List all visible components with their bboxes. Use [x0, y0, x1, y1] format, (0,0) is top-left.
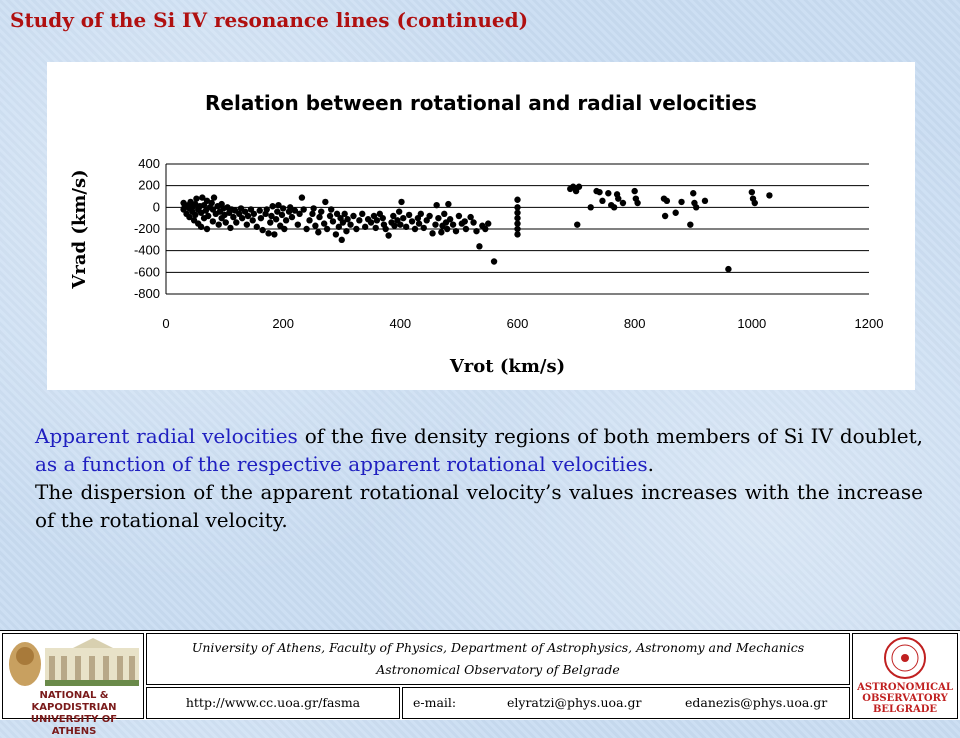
data-point — [356, 217, 362, 223]
data-point — [605, 190, 611, 196]
x-tick-label: 0 — [162, 316, 170, 331]
data-point — [250, 217, 256, 223]
university-logo — [2, 633, 144, 737]
data-point — [353, 226, 359, 232]
data-point — [227, 225, 233, 231]
y-tick-label: 400 — [138, 156, 160, 171]
data-point — [312, 223, 318, 229]
description-paragraph-2: The dispersion of the apparent rotational velocity’s values increases with the increase of the rotational velocity. — [35, 480, 923, 532]
data-point — [299, 194, 305, 200]
data-point — [259, 227, 265, 233]
data-point — [514, 197, 520, 203]
footer-affiliation — [146, 633, 850, 685]
data-point — [244, 221, 250, 227]
data-points — [180, 184, 772, 273]
data-point — [264, 206, 270, 212]
data-point — [620, 200, 626, 206]
data-point — [210, 218, 216, 224]
data-point — [344, 216, 350, 222]
data-point — [258, 215, 264, 221]
data-point — [409, 218, 415, 224]
data-point — [412, 226, 418, 232]
data-point — [322, 199, 328, 205]
data-point — [343, 228, 349, 234]
data-point — [426, 213, 432, 219]
data-point — [327, 213, 333, 219]
data-point — [310, 205, 316, 211]
data-point — [257, 207, 263, 213]
data-point — [406, 212, 412, 218]
scatter-chart — [47, 62, 915, 390]
x-tick-label: 400 — [389, 316, 412, 331]
data-point — [350, 213, 356, 219]
chart-svg — [47, 62, 915, 390]
description-plain-a: of the five density regions of both members of Si IV doublet, — [297, 424, 923, 448]
data-point — [441, 211, 447, 217]
data-point — [749, 189, 755, 195]
data-point — [315, 229, 321, 235]
data-point — [391, 223, 397, 229]
data-point — [445, 201, 451, 207]
y-tick-label: -600 — [133, 264, 160, 280]
data-point — [233, 219, 239, 225]
data-point — [382, 226, 388, 232]
data-point — [634, 200, 640, 206]
data-point — [476, 243, 482, 249]
data-point — [300, 206, 306, 212]
footer-affiliation-line2: Astronomical Observatory of Belgrade — [376, 662, 620, 677]
data-point — [295, 221, 301, 227]
data-point — [482, 226, 488, 232]
data-point — [485, 220, 491, 226]
data-point — [438, 229, 444, 235]
data-point — [672, 210, 678, 216]
y-tick-label: -400 — [133, 242, 160, 258]
observatory-seal-icon — [853, 634, 957, 680]
data-point — [462, 218, 468, 224]
data-point — [752, 200, 758, 206]
data-point — [418, 211, 424, 217]
footer-email-box — [402, 687, 850, 719]
data-point — [588, 204, 594, 210]
x-tick-label: 200 — [272, 316, 295, 331]
data-point — [333, 231, 339, 237]
data-point — [289, 214, 295, 220]
data-point — [690, 190, 696, 196]
data-point — [596, 189, 602, 195]
data-point — [397, 221, 403, 227]
data-point — [279, 212, 285, 218]
data-point — [193, 195, 199, 201]
data-point — [421, 225, 427, 231]
data-point — [328, 206, 334, 212]
slide-title: Study of the Si IV resonance lines (continued) — [10, 8, 529, 32]
x-tick-label: 600 — [506, 316, 529, 331]
footer-email-label: e-mail: — [413, 695, 457, 710]
data-point — [204, 226, 210, 232]
data-point — [429, 230, 435, 236]
data-point — [267, 219, 273, 225]
data-point — [347, 221, 353, 227]
y-tick-label: -200 — [133, 221, 160, 236]
data-point — [324, 226, 330, 232]
data-point — [230, 214, 236, 220]
data-point — [432, 221, 438, 227]
data-point — [216, 221, 222, 227]
data-point — [321, 220, 327, 226]
data-point — [205, 213, 211, 219]
data-point — [435, 215, 441, 221]
data-point — [362, 224, 368, 230]
data-point — [447, 216, 453, 222]
data-point — [687, 221, 693, 227]
data-point — [574, 221, 580, 227]
data-point — [416, 220, 422, 226]
footer-affiliation-line1: University of Athens, Faculty of Physics, Department of Astrophysics, Astronomy and Mechanics — [191, 640, 805, 655]
chart-title: Relation between rotational and radial velocities — [205, 91, 757, 115]
data-point — [254, 224, 260, 230]
data-point — [280, 205, 286, 211]
data-point — [514, 204, 520, 210]
data-point — [359, 211, 365, 217]
data-point — [631, 188, 637, 194]
footer-email-link-2[interactable]: edanezis@phys.uoa.gr — [685, 695, 828, 710]
observatory-logo — [852, 633, 958, 719]
x-tick-labels — [162, 316, 883, 331]
y-axis-label: Vrad (km/s) — [69, 169, 90, 289]
data-point — [309, 211, 315, 217]
data-point — [725, 266, 731, 272]
description-highlight-a: Apparent radial velocities — [35, 424, 298, 448]
data-point — [398, 199, 404, 205]
data-point — [306, 217, 312, 223]
footer — [0, 630, 960, 737]
data-point — [330, 218, 336, 224]
data-point — [380, 215, 386, 221]
footer-website-link[interactable]: http://www.cc.uoa.gr/fasma — [146, 687, 400, 719]
x-axis-label: Vrot (km/s) — [449, 356, 566, 377]
data-point — [467, 214, 473, 220]
data-point — [385, 232, 391, 238]
data-point — [403, 224, 409, 230]
y-tick-labels — [134, 156, 160, 301]
data-point — [400, 215, 406, 221]
data-point — [341, 211, 347, 217]
data-point — [662, 213, 668, 219]
data-point — [599, 198, 605, 204]
data-point — [576, 184, 582, 190]
data-point — [456, 213, 462, 219]
data-point — [269, 203, 275, 209]
description-plain-b: . — [647, 452, 655, 476]
footer-email-link-1[interactable]: elyratzi@phys.uoa.gr — [507, 695, 642, 710]
data-point — [702, 198, 708, 204]
y-tick-label: -800 — [133, 286, 160, 301]
y-tick-label: 200 — [138, 177, 160, 193]
university-building-icon — [3, 634, 143, 688]
data-point — [239, 215, 245, 221]
data-point — [251, 211, 257, 217]
data-point — [433, 202, 439, 208]
data-point — [273, 216, 279, 222]
observatory-logo-text: ASTRONOMICAL OBSERVATORY BELGRADE — [857, 682, 953, 715]
x-tick-label: 800 — [623, 316, 646, 331]
data-point — [271, 231, 277, 237]
data-point — [470, 219, 476, 225]
data-point — [368, 219, 374, 225]
data-point — [281, 226, 287, 232]
data-point — [192, 212, 198, 218]
data-point — [303, 226, 309, 232]
data-point — [339, 237, 345, 243]
data-point — [283, 217, 289, 223]
x-tick-label: 1000 — [737, 316, 767, 331]
data-point — [223, 219, 229, 225]
data-point — [245, 213, 251, 219]
data-point — [463, 226, 469, 232]
data-point — [374, 217, 380, 223]
data-point — [611, 204, 617, 210]
data-point — [678, 199, 684, 205]
data-point — [318, 208, 324, 214]
data-point — [491, 258, 497, 264]
x-tick-label: 1200 — [854, 316, 884, 331]
data-point — [444, 226, 450, 232]
university-logo-text: NATIONAL & KAPODISTRIAN UNIVERSITY OF ATHENS — [30, 690, 118, 737]
data-point — [211, 194, 217, 200]
y-tick-label: 0 — [152, 199, 160, 215]
data-point — [198, 224, 204, 230]
data-point — [766, 192, 772, 198]
data-point — [396, 208, 402, 214]
description-text — [35, 422, 923, 534]
data-point — [265, 230, 271, 236]
data-point — [453, 228, 459, 234]
data-point — [693, 204, 699, 210]
data-point — [615, 195, 621, 201]
data-point — [473, 228, 479, 234]
data-point — [450, 221, 456, 227]
description-highlight-b: as a function of the respective apparent rotational velocities — [35, 452, 648, 476]
data-point — [664, 198, 670, 204]
data-point — [316, 214, 322, 220]
data-point — [373, 225, 379, 231]
